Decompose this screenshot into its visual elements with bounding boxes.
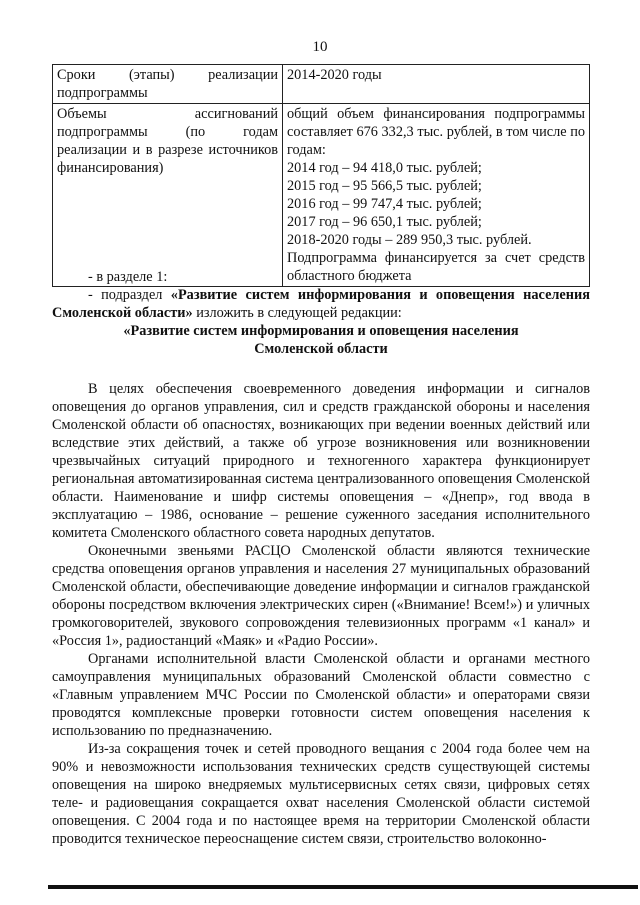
section-heading-line1: «Развитие систем информирования и оповещения населения [123, 323, 519, 339]
paragraph-2: Оконечными звеньями РАСЦО Смоленской области являются технические средства оповещения органов управления и населения 27 муниципальных образований Смоленской области, обеспечивающие доведение информации и сигналов гражданской обороны посредством включения электрических сирен («Внимание! Всем!») и уличных громкоговорителей, звукового сопровождения телевизионных программ «1 канал» и «Россия 1», радиостанций «Маяк» и «Радио России». [52, 543, 590, 649]
bullet-subsection [52, 286, 590, 322]
paragraph-1: В целях обеспечения своевременного доведения информации и сигналов оповещения до органов управления, сил и средств гражданской обороны и населения Смоленской области об опасностях, возникающих при ведении военных действий или вследствие этих действий, а также об угрозе возникновения или возникновении чрезвычайных ситуаций природного и техногенного характера функционирует региональная автоматизированная система централизованного оповещения Смоленской области. Наименование и шифр системы оповещения – «Днепр», год ввода в эксплуатацию – 1986, основание – решение суженного заседания исполнительного комитета Смоленского областного совета народных депутатов. [52, 381, 590, 541]
subprogram-passport-table [52, 64, 590, 287]
bullet-subsection-prefix: - подраздел [88, 287, 171, 303]
table-cell-terms-label: Сроки (этапы) реализации подпрограммы [53, 65, 283, 104]
table-cell-funding-label: Объемы ассигнований подпрограммы (по годам реализации и в разрезе источников финансирования) [53, 104, 283, 287]
funding-2017-text: 2017 год – 96 650,1 тыс. рублей; [287, 214, 482, 230]
section-heading-line2: Смоленской области [254, 341, 388, 357]
paragraph-3: Органами исполнительной власти Смоленской области и органами местного самоуправления муниципальных образований Смоленской области совместно с «Главным управлением МЧС России по Смоленской области» и операторами связи проводятся комплексные проверки готовности систем оповещения населения к использованию по предназначению. [52, 651, 590, 739]
bullet-subsection-suffix: изложить в следующей редакции: [192, 305, 402, 321]
page-number: 10 [312, 39, 328, 55]
bullet-section: - в разделе 1: [88, 269, 168, 285]
funding-total-text: общий объем финансирования подпрограммы составляет 676 332,3 тыс. рублей, в том числе по годам: [287, 106, 585, 158]
table-row-funding [53, 104, 590, 287]
section-heading [52, 322, 590, 358]
funding-source-text: Подпрограмма финансируется за счет средств областного бюджета [287, 250, 585, 284]
funding-2014-text: 2014 год – 94 418,0 тыс. рублей; [287, 160, 482, 176]
bullet-subsection-title: «Развитие систем информирования и оповещения населения Смоленской области» [52, 287, 590, 321]
table-cell-funding-value [283, 104, 590, 287]
table-cell-terms-value: 2014-2020 годы [283, 65, 590, 104]
paragraph-4: Из-за сокращения точек и сетей проводного вещания с 2004 года более чем на 90% и невозможности использования технических средств существующей системы оповещения на широко внедряемых мультисервисных сетях связи, цифровых сетях теле- и радиовещания сокращается охват населения Смоленской области системой оповещения. С 2004 года и по настоящее время на территории Смоленской области проводится техническое переоснащение систем связи, строительство волоконно- [52, 741, 590, 847]
funding-2015-text: 2015 год – 95 566,5 тыс. рублей; [287, 178, 482, 194]
funding-2018-2020-text: 2018-2020 годы – 289 950,3 тыс. рублей. [287, 232, 532, 248]
funding-2016-text: 2016 год – 99 747,4 тыс. рублей; [287, 196, 482, 212]
scan-edge-bar [48, 885, 638, 889]
document-body [52, 268, 590, 848]
table-row-terms [53, 65, 590, 104]
